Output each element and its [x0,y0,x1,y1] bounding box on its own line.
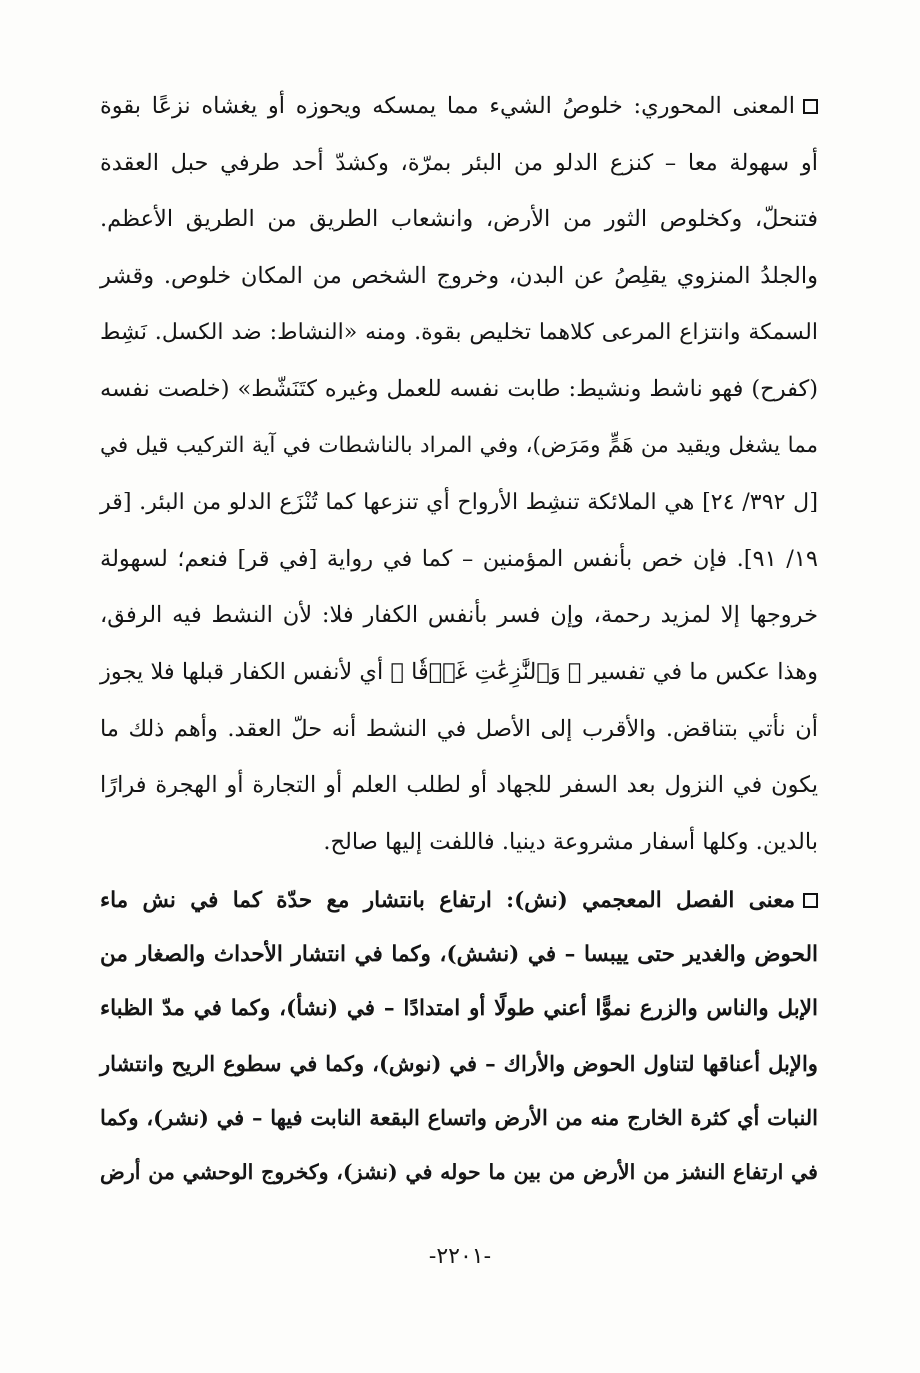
text-line: فتنحلّ، وكخلوص الثور من الأرض، وانشعاب الطريق من الطريق الأعظم. [100,206,818,233]
text-line: مما يشغل ويقيد من هَمٍّ ومَرَض)، وفي المراد بالناشطات في آية التركيب قيل في [100,432,818,458]
square-bullet-icon [803,893,818,908]
paragraph-lexical-chapter-meaning [100,874,818,1199]
text-line: أو سهولة معا – كنزع الدلو من البئر بمرّة، وكشدّ أحد طرفي حبل العقدة [100,149,818,176]
page-number: -٢٢٠١- [428,1244,492,1269]
text-line: والإبل أعناقها لتناول الحوض والأراك – في (نوش)، وكما في سطوع الريح وانتشار [100,1050,818,1076]
text-line: خروجها إلا لمزيد رحمة، وإن فسر بأنفس الكفار فلا: لأن النشط فيه الرفق، [100,602,818,629]
square-bullet-icon [803,99,818,114]
text-line: والجلدُ المنزوي يقلِصُ عن البدن، وخروج الشخص من المكان خلوص. وقشر [100,262,818,289]
text-line: الإبل والناس والزرع نموًّا أعني طولًا أو امتدادًا – في (نشأ)، وكما في مدّ الظباء [100,996,818,1022]
text-line: ١٩/ ٩١]. فإن خص بأنفس المؤمنين – كما في رواية [في قر] فنعم؛ لسهولة [100,545,818,572]
text-line: وهذا عكس ما في تفسير ﴿ وَٱلنَّٰزِعَٰتِ غَرۡقٗا ﴾ أي لأنفس الكفار قبلها فلا يجوز [100,658,818,685]
text-line: [ل ٣٩٢/ ٢٤] هي الملائكة تنشِط الأرواح أي تنزعها كما تُنْزَع الدلو من البئر. [قر [100,489,818,516]
text-line: النبات أي كثرة الخارج منه من الأرض واتساع البقعة النابت فيها – في (نشر)، وكما [100,1104,818,1130]
text-line: السمكة وانتزاع المرعى كلاهما تخليص بقوة. ومنه «النشاط: ضد الكسل. نَشِط [100,319,818,346]
text-line: الحوض والغدير حتى ييبسا – في (نشش)، وكما في انتشار الأحداث والصغار من [100,942,818,968]
text-line: في ارتفاع النشز من الأرض من بين ما حوله في (نشز)، وكخروج الوحشي من أرض [100,1160,818,1185]
text-line: أن نأتي بتناقض. والأقرب إلى الأصل في النشط أنه حلّ العقد. وأهم ذلك ما [100,715,818,742]
text-line: يكون في النزول بعد السفر للجهاد أو لطلب العلم أو التجارة أو الهجرة فرارًا [100,772,818,799]
text-line: (كفرح) فهو ناشط ونشيط: طابت نفسه للعمل وغيره كتَنَشّط» (خلصت نفسه [100,375,818,402]
text-line: المعنى المحوري: خلوصُ الشيء مما يمسكه ويحوزه أو يغشاه نزعًا بقوة [100,78,818,135]
text-line: معنى الفصل المعجمي (نش): ارتفاع بانتشار مع حدّة كما في نش ماء [100,874,818,928]
text-line: بالدين. وكلها أسفار مشروعة دينيا. فاللفت إليها صالح. [323,828,818,855]
paragraph-central-meaning [100,78,818,870]
